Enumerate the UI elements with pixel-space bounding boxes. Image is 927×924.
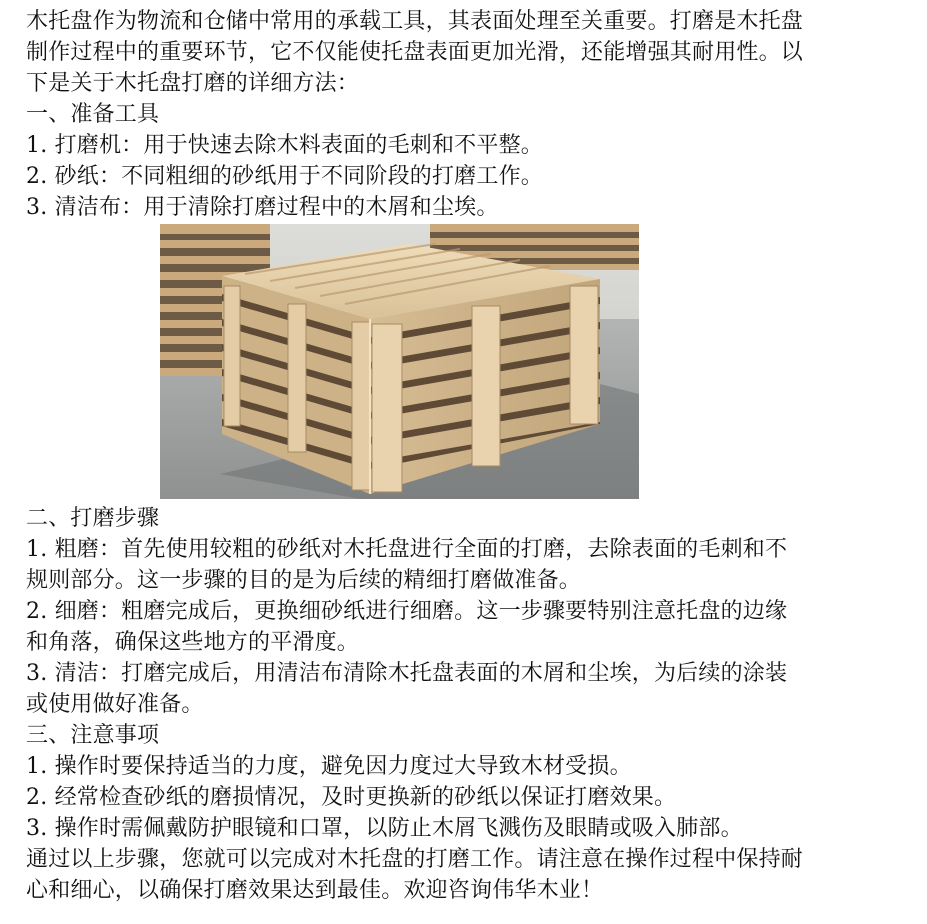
pallet-stack-illustration (160, 224, 639, 499)
steps-line-4: 和角落，确保这些地方的平滑度。 (26, 630, 360, 655)
tools-item-2: 2. 砂纸：不同粗细的砂纸用于不同阶段的打磨工作。 (26, 164, 543, 189)
steps-line-1: 1. 粗磨：首先使用较粗的砂纸对木托盘进行全面的打磨，去除表面的毛刺和不 (26, 537, 788, 562)
steps-line-5: 3. 清洁：打磨完成后，用清洁布清除木托盘表面的木屑和尘埃，为后续的涂装 (26, 661, 788, 686)
notes-item-3: 3. 操作时需佩戴防护眼镜和口罩，以防止木屑飞溅伤及眼睛或吸入肺部。 (26, 816, 743, 841)
closing-line-1: 通过以上步骤，您就可以完成对木托盘的打磨工作。请注意在操作过程中保持耐 (26, 847, 804, 872)
steps-line-6: 或使用做好准备。 (26, 692, 204, 717)
intro-line-2: 制作过程中的重要环节，它不仅能使托盘表面更加光滑，还能增强其耐用性。以 (26, 40, 804, 65)
document-body (26, 6, 906, 906)
tools-item-3: 3. 清洁布：用于清除打磨过程中的木屑和尘埃。 (26, 195, 499, 220)
intro-line-1: 木托盘作为物流和仓储中常用的承载工具，其表面处理至关重要。打磨是木托盘 (26, 9, 804, 34)
notes-item-2: 2. 经常检查砂纸的磨损情况，及时更换新的砂纸以保证打磨效果。 (26, 785, 677, 810)
tools-item-1: 1. 打磨机：用于快速去除木料表面的毛刺和不平整。 (26, 133, 543, 158)
section-heading-tools: 一、准备工具 (26, 102, 160, 127)
steps-line-3: 2. 细磨：粗磨完成后，更换细砂纸进行细磨。这一步骤要特别注意托盘的边缘 (26, 599, 788, 624)
section-heading-notes: 三、注意事项 (26, 723, 160, 748)
steps-line-2: 规则部分。这一步骤的目的是为后续的精细打磨做准备。 (26, 568, 582, 593)
section-heading-steps: 二、打磨步骤 (26, 506, 160, 531)
wooden-pallet-photo (160, 224, 639, 499)
closing-line-2: 心和细心，以确保打磨效果达到最佳。欢迎咨询伟华木业！ (26, 878, 604, 903)
intro-line-3: 下是关于木托盘打磨的详细方法： (26, 71, 360, 96)
notes-item-1: 1. 操作时要保持适当的力度，避免因力度过大导致木材受损。 (26, 754, 632, 779)
